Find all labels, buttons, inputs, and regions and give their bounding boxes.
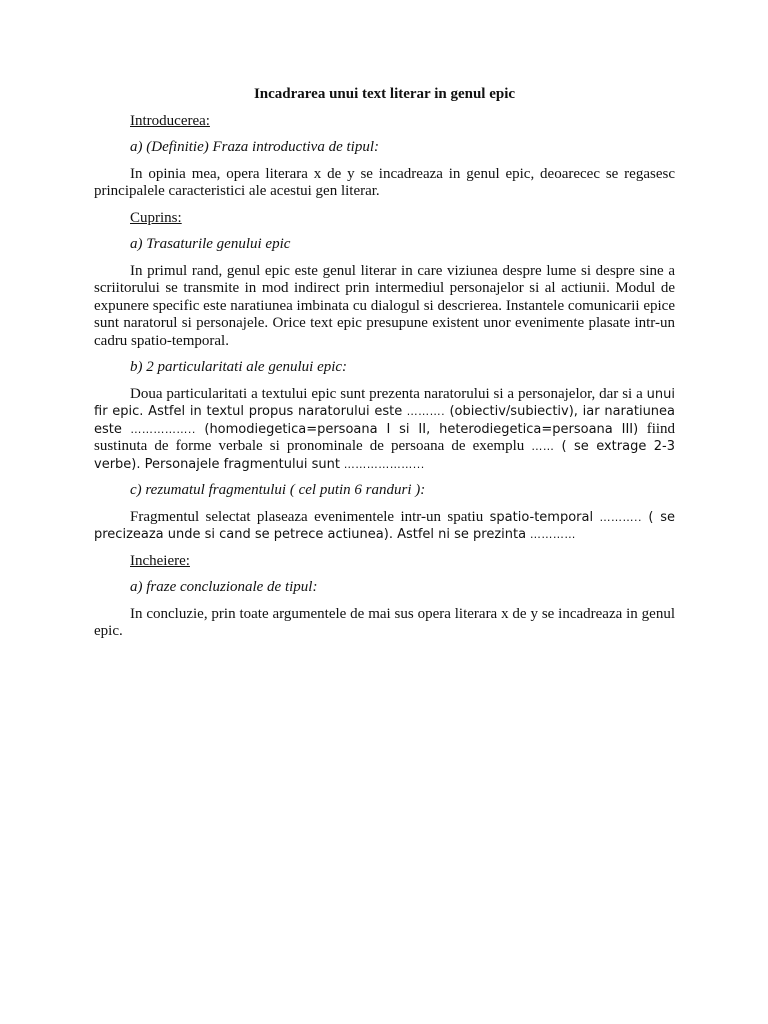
conclusion-paragraph: In concluzie, prin toate argumentele de mai sus opera literara x de y se incadreaza in genul epic. [94,605,675,639]
section-b-text-1: Doua particularitati a textului epic sunt prezenta naratorului si a personajelor, dar si a [130,385,647,402]
section-b-blank-3: …… [531,440,555,453]
section-c-text-2: spatio-temporal [489,509,594,525]
section-b-blank-1: ………. [406,405,446,418]
section-b-subheading: b) 2 particularitati ale genului epic: [130,359,348,375]
section-c-subheading: c) rezumatul fragmentului ( cel putin 6 randuri ): [130,482,426,498]
section-b-blank-4: ………………... [343,457,425,471]
section-a-paragraph: In primul rand, genul epic este genul literar in care viziunea despre lume si despre sine a scriitorului se transmite in mod indirect prin intermediul personajelor si al actiunii. Modul de expunere specific este naratiunea imbinata cu dialogul si descrierea. Instantele comunicarii epice sunt naratorul si personajele. Orice text epic presupune existent unor evenimente plasate intr-un cadru spatio-temporal. [94,262,675,349]
section-b-text-6: ( se extrage 2-3 verbe). Personajele fragmentului sunt [94,439,676,472]
section-c-text-3: ( se precizeaza unde si cand se petrece actiunea). Astfel ni se prezinta [94,509,676,542]
section-b-paragraph [94,386,675,474]
section-b-text-5: fiind sustinuta de forme verbale si pronominale de persoana de exemplu [94,420,676,454]
conclusion-heading: Incheiere: [130,552,190,569]
body-heading: Cuprins: [130,209,182,226]
section-b-blank-2: …………….. [130,422,196,436]
section-c-paragraph [94,509,675,544]
section-b-text-3: (obiectiv/subiectiv), iar naratiunea este [94,404,676,437]
section-c-blank-1: ……….. [599,510,643,524]
conclusion-subheading: a) fraze concluzionale de tipul: [130,579,318,595]
intro-subheading: a) (Definitie) Fraza introductiva de tipul: [130,139,379,155]
document-title: Incadrarea unui text literar in genul epic [253,86,516,102]
section-c-blank-2: ………… [529,528,576,541]
section-b-text-2: unui fir epic. Astfel in textul propus naratorului este [94,386,675,419]
section-c-text-1: Fragmentul selectat plaseaza evenimentele intr-un spatiu [130,508,484,525]
document-page [94,86,675,650]
intro-paragraph: In opinia mea, opera literara x de y se incadreaza in genul epic, deoarecec se regasesc principalele caracteristici ale acestui gen literar. [94,165,675,199]
section-a-subheading: a) Trasaturile genului epic [130,236,291,252]
intro-heading: Introducerea: [130,112,210,129]
section-b-text-4: (homodiegetica=persoana I si II, heterodiegetica=persoana III) [204,421,639,437]
